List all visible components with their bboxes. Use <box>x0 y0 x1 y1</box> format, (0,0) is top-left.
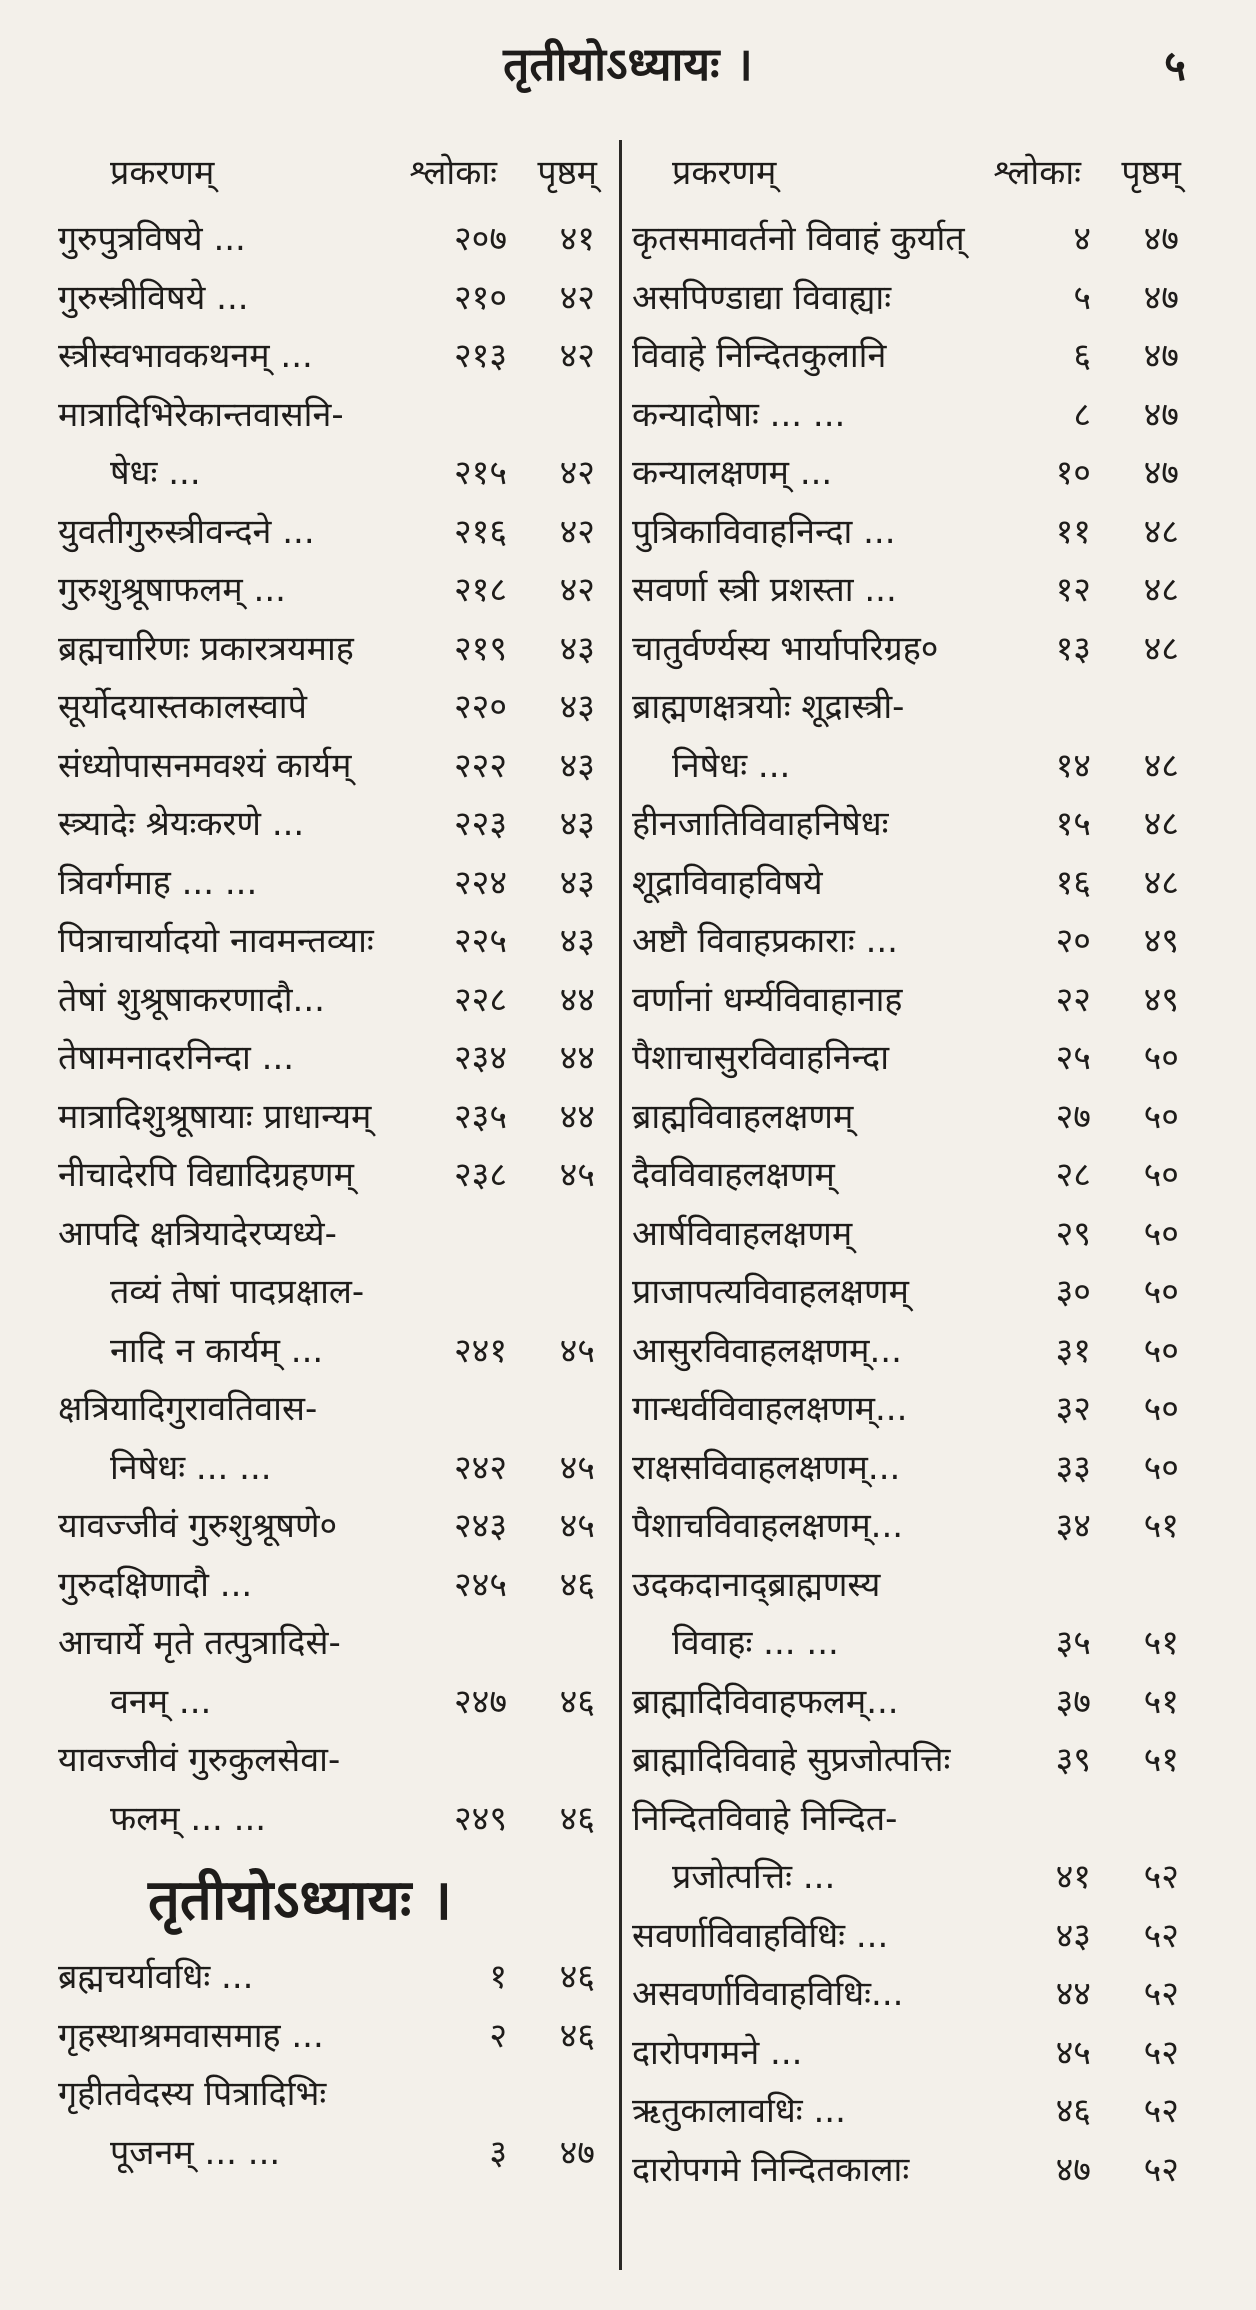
topic: पुत्रिकाविवाहनिन्दा ... <box>632 511 896 552</box>
index-row <box>58 444 603 503</box>
topic: आर्षविवाहलक्षणम् <box>632 1213 853 1254</box>
topic: शूद्राविवाहविषये <box>632 862 823 903</box>
topic: गान्धर्वविवाहलक्षणम्... <box>632 1389 908 1429</box>
index-row <box>632 1322 1187 1381</box>
index-row <box>58 561 603 620</box>
page-number-cell: ५२ <box>1143 2149 1179 2190</box>
shloka-header: श्लोकाः <box>993 153 1081 193</box>
shloka-number: २१३ <box>453 336 507 376</box>
shloka-number: २२० <box>453 687 507 727</box>
page-number-cell: ४७ <box>559 2132 595 2173</box>
topic: नादि न कार्यम् ... <box>110 1330 324 1371</box>
index-row <box>632 386 1187 445</box>
shloka-number: १२ <box>1055 570 1091 610</box>
shloka-number: २२५ <box>453 921 507 961</box>
chapter-heading: तृतीयोऽध्यायः । <box>148 1868 453 1933</box>
page-header <box>0 32 1256 102</box>
topic: पैशाचासुरविवाहनिन्दा <box>632 1038 890 1078</box>
page-number-cell: ४४ <box>559 1038 595 1078</box>
shloka-number: १५ <box>1055 804 1091 844</box>
topic: गुरुपुत्रविषये ... <box>58 219 246 259</box>
index-row <box>58 1029 603 1088</box>
index-row <box>632 1556 1187 1615</box>
topic: त्रिवर्गमाह ... ... <box>58 862 258 903</box>
topic: गृहस्थाश्रमवासमाह ... <box>58 2015 324 2056</box>
page-number-cell: ४८ <box>1143 862 1179 903</box>
shloka-number: ३० <box>1055 1272 1091 1312</box>
index-row <box>632 1965 1187 2024</box>
shloka-number: ३ <box>489 2132 507 2173</box>
page-number-cell: ४८ <box>1143 745 1179 786</box>
index-row <box>58 1790 603 1849</box>
topic: आचार्ये मृते तत्पुत्रादिसे- <box>58 1623 341 1663</box>
column-divider <box>619 140 622 2270</box>
index-row <box>58 1556 603 1615</box>
topic: कन्यालक्षणम् ... <box>632 453 833 493</box>
index-row <box>632 1029 1187 1088</box>
topic: निन्दितविवाहे निन्दित- <box>632 1798 898 1839</box>
shloka-number: २८ <box>1055 1155 1091 1195</box>
topic: गुरुदक्षिणादौ ... <box>58 1564 253 1605</box>
topic: सवर्णाविवाहविधिः ... <box>632 1915 889 1956</box>
shloka-number: २१६ <box>453 511 507 552</box>
topic: तेषां शुश्रूषाकरणादौ... <box>58 979 325 1020</box>
page-number-cell: ४५ <box>559 1330 595 1371</box>
page-number-cell: ४३ <box>559 745 595 786</box>
page-number-cell: ५२ <box>1143 1857 1179 1897</box>
page-number-cell: ४३ <box>559 628 595 669</box>
shloka-number: २४५ <box>453 1564 507 1605</box>
index-row <box>58 269 603 328</box>
shloka-number: २२८ <box>453 979 507 1020</box>
left-column <box>58 132 603 2182</box>
shloka-number: २२२ <box>453 745 507 786</box>
topic: प्राजापत्यविवाहलक्षणम् <box>632 1272 909 1312</box>
topic: गुरुस्त्रीविषये ... <box>58 277 249 318</box>
shloka-number: ४३ <box>1055 1915 1091 1956</box>
topic: तव्यं तेषां पादप्रक्षाल- <box>110 1272 365 1312</box>
page-number-cell: ५१ <box>1143 1740 1179 1780</box>
shloka-number: ३७ <box>1055 1681 1091 1722</box>
page-number-cell: ४७ <box>1143 277 1179 318</box>
page-number-cell: ५० <box>1143 1272 1179 1312</box>
page-number-cell: ४५ <box>559 1447 595 1488</box>
shloka-number: २४९ <box>453 1798 507 1839</box>
topic: सूर्योदयास्तकालस्वापे <box>58 687 307 727</box>
index-row <box>632 1731 1187 1790</box>
page-number-cell: ४१ <box>559 219 595 259</box>
topic: नीचादेरपि विद्यादिग्रहणम् <box>58 1155 354 1195</box>
topic: वर्णानां धर्म्यविवाहानाह <box>632 979 903 1020</box>
page-number: ५ <box>1164 41 1186 90</box>
index-row <box>632 1907 1187 1966</box>
index-row <box>632 2082 1187 2141</box>
page-number-cell: ४८ <box>1143 628 1179 669</box>
page-number-cell: ५१ <box>1143 1623 1179 1663</box>
page-number-cell: ४९ <box>1143 979 1179 1020</box>
shloka-number: २४७ <box>453 1681 507 1722</box>
index-row <box>58 210 603 269</box>
topic: स्त्रीस्वभावकथनम् ... <box>58 336 313 376</box>
page-number-cell: ४८ <box>1143 511 1179 552</box>
shloka-number: २ <box>489 2015 507 2056</box>
page-number-cell: ४८ <box>1143 804 1179 844</box>
page-number-cell: ४६ <box>559 1798 595 1839</box>
index-row <box>632 1263 1187 1322</box>
index-row <box>58 1322 603 1381</box>
index-row <box>58 503 603 562</box>
page-number-cell: ४३ <box>559 804 595 844</box>
topic-header: प्रकरणम् <box>110 153 215 193</box>
page-number-cell: ४९ <box>1143 921 1179 961</box>
shloka-number: ४४ <box>1055 1974 1091 2014</box>
topic: दैवविवाहलक्षणम् <box>632 1155 835 1195</box>
topic: ब्रह्मचर्यावधिः ... <box>58 1957 254 1997</box>
index-row <box>58 620 603 679</box>
index-row <box>632 561 1187 620</box>
shloka-number: २१५ <box>453 453 507 493</box>
topic: सवर्णा स्त्री प्रशस्ता ... <box>632 570 897 610</box>
page-number-cell: ५२ <box>1143 1915 1179 1956</box>
page-header-label: पृष्ठम् <box>537 153 597 193</box>
index-row <box>632 1439 1187 1498</box>
page-number-cell: ४३ <box>559 862 595 903</box>
index-row <box>58 1439 603 1498</box>
topic: राक्षसविवाहलक्षणम्... <box>632 1447 901 1488</box>
index-row <box>632 1146 1187 1205</box>
page-number-cell: ४२ <box>559 511 595 552</box>
topic: ऋतुकालावधिः ... <box>632 2091 846 2131</box>
shloka-number: ४६ <box>1055 2091 1091 2131</box>
topic: असवर्णाविवाहविधिः... <box>632 1974 904 2014</box>
index-row <box>632 854 1187 913</box>
shloka-number: २७ <box>1055 1096 1091 1137</box>
topic: प्रजोत्पत्तिः ... <box>672 1857 836 1897</box>
topic: गुरुशुश्रूषाफलम् ... <box>58 570 286 610</box>
index-row <box>58 1380 603 1439</box>
page-header-label: पृष्ठम् <box>1121 153 1181 193</box>
page-number-cell: ४५ <box>559 1506 595 1546</box>
index-row <box>632 678 1187 737</box>
topic: कृतसमावर्तनो विवाहं कुर्यात् <box>632 219 965 259</box>
page-number-cell: ४७ <box>1143 394 1179 435</box>
topic: यावज्जीवं गुरुकुलसेवा- <box>58 1740 341 1780</box>
topic: पैशाचविवाहलक्षणम्... <box>632 1506 904 1546</box>
index-row <box>632 2024 1187 2083</box>
index-row <box>58 678 603 737</box>
index-row <box>632 1673 1187 1732</box>
shloka-number: ५ <box>1073 277 1091 318</box>
index-row <box>58 1088 603 1147</box>
index-row <box>58 912 603 971</box>
index-row <box>58 1497 603 1556</box>
index-row <box>632 1790 1187 1849</box>
topic: युवतीगुरुस्त्रीवन्दने ... <box>58 511 315 552</box>
shloka-number: २५ <box>1055 1038 1091 1078</box>
shloka-number: ६ <box>1073 336 1091 376</box>
shloka-number: ११ <box>1055 511 1091 552</box>
right-entries <box>632 210 1187 2199</box>
page-number-cell: ४२ <box>559 277 595 318</box>
index-row <box>632 269 1187 328</box>
page-number-cell: ५० <box>1143 1389 1179 1429</box>
topic: क्षत्रियादिगुरावतिवास- <box>58 1389 318 1429</box>
shloka-number: १ <box>489 1957 507 1997</box>
index-row <box>632 327 1187 386</box>
shloka-number: २२ <box>1055 979 1091 1020</box>
shloka-number: ३१ <box>1055 1330 1091 1371</box>
topic: तेषामनादरनिन्दा ... <box>58 1038 295 1078</box>
shloka-number: २०७ <box>453 219 507 259</box>
shloka-number: ४५ <box>1055 2032 1091 2073</box>
index-row <box>632 210 1187 269</box>
shloka-number: ३२ <box>1055 1389 1091 1429</box>
index-row <box>632 2141 1187 2200</box>
page-number-cell: ५० <box>1143 1155 1179 1195</box>
topic: हीनजातिविवाहनिषेधः <box>632 804 889 844</box>
page-number-cell: ५२ <box>1143 1974 1179 2014</box>
topic: मात्रादिभिरेकान्तवासनि- <box>58 394 344 435</box>
index-row <box>58 854 603 913</box>
shloka-header: श्लोकाः <box>409 153 497 193</box>
index-row <box>58 1731 603 1790</box>
index-row <box>58 1673 603 1732</box>
topic: षेधः ... <box>110 453 201 493</box>
index-row <box>632 737 1187 796</box>
shloka-number: २१८ <box>453 570 507 610</box>
shloka-number: २९ <box>1055 1213 1091 1254</box>
index-row <box>58 327 603 386</box>
right-column-header <box>632 132 1187 194</box>
right-column <box>632 132 1187 2199</box>
shloka-number: २४२ <box>453 1447 507 1488</box>
shloka-number: २३५ <box>453 1096 507 1137</box>
index-row <box>58 1263 603 1322</box>
index-row <box>58 2124 603 2183</box>
topic: पूजनम् ... ... <box>110 2132 281 2173</box>
topic: ब्राह्मादिविवाहे सुप्रजोत्पत्तिः <box>632 1740 951 1780</box>
index-row <box>58 1205 603 1264</box>
page-number-cell: ४२ <box>559 336 595 376</box>
topic: गृहीतवेदस्य पित्रादिभिः <box>58 2074 327 2114</box>
left-column-header <box>58 132 603 194</box>
left-entries <box>58 210 603 1848</box>
page-number-cell: ४३ <box>559 921 595 961</box>
shloka-number: २२३ <box>453 804 507 844</box>
shloka-number: २१९ <box>453 628 507 669</box>
index-row <box>58 737 603 796</box>
topic: निषेधः ... <box>672 745 791 786</box>
shloka-number: २१० <box>453 277 507 318</box>
page-number-cell: ४६ <box>559 1564 595 1605</box>
shloka-number: ४१ <box>1055 1857 1091 1897</box>
page-number-cell: ५० <box>1143 1038 1179 1078</box>
index-row <box>632 1497 1187 1556</box>
left-entries-chapter <box>58 1948 603 2182</box>
index-row <box>632 444 1187 503</box>
index-row <box>632 1205 1187 1264</box>
topic: अष्टौ विवाहप्रकाराः ... <box>632 921 898 961</box>
page-number-cell: ५१ <box>1143 1506 1179 1546</box>
index-row <box>632 1614 1187 1673</box>
shloka-number: १३ <box>1055 628 1091 669</box>
topic: उदकदानाद्ब्राह्मणस्य <box>632 1564 881 1605</box>
topic: कन्यादोषाः ... ... <box>632 394 846 435</box>
shloka-number: ३३ <box>1055 1447 1091 1488</box>
page-number-cell: ४३ <box>559 687 595 727</box>
shloka-number: १४ <box>1055 745 1091 786</box>
shloka-number: २० <box>1055 921 1091 961</box>
topic: ब्राह्मादिविवाहफलम्... <box>632 1681 899 1722</box>
page-number-cell: ५० <box>1143 1447 1179 1488</box>
index-row <box>632 620 1187 679</box>
page-number-cell: ४२ <box>559 570 595 610</box>
page-number-cell: ५० <box>1143 1096 1179 1137</box>
page-number-cell: ४४ <box>559 979 595 1020</box>
shloka-number: २४३ <box>453 1506 507 1546</box>
page-number-cell: ४६ <box>559 1957 595 1997</box>
index-row <box>58 1614 603 1673</box>
page-number-cell: ४५ <box>559 1155 595 1195</box>
topic: पित्राचार्यादयो नावमन्तव्याः <box>58 921 374 961</box>
topic: स्त्र्यादेः श्रेयःकरणे ... <box>58 804 305 844</box>
page-number-cell: ४२ <box>559 453 595 493</box>
index-row <box>632 1848 1187 1907</box>
topic: असपिण्डाद्या विवाह्याः <box>632 277 892 318</box>
page-number-cell: ४६ <box>559 2015 595 2056</box>
shloka-number: १६ <box>1055 862 1091 903</box>
page-number-cell: ४८ <box>1143 570 1179 610</box>
topic: ब्रह्मचारिणः प्रकारत्रयमाह <box>58 628 354 669</box>
index-row <box>632 1088 1187 1147</box>
shloka-number: ३५ <box>1055 1623 1091 1663</box>
page-number-cell: ४७ <box>1143 219 1179 259</box>
page-number-cell: ५२ <box>1143 2032 1179 2073</box>
index-row <box>58 1146 603 1205</box>
shloka-number: २४१ <box>453 1330 507 1371</box>
index-row <box>58 1948 603 2007</box>
shloka-number: २३४ <box>453 1038 507 1078</box>
topic: ब्राह्मविवाहलक्षणम् <box>632 1096 854 1137</box>
topic: विवाहे निन्दितकुलानि <box>632 336 887 376</box>
page-number-cell: ५१ <box>1143 1681 1179 1722</box>
shloka-number: ४ <box>1073 219 1091 259</box>
topic-header: प्रकरणम् <box>672 153 777 193</box>
index-row <box>632 503 1187 562</box>
index-row <box>58 971 603 1030</box>
index-row <box>58 795 603 854</box>
topic: दारोपगमने ... <box>632 2032 803 2073</box>
page-number-cell: ४४ <box>559 1096 595 1137</box>
shloka-number: २२४ <box>453 862 507 903</box>
index-row <box>632 1380 1187 1439</box>
topic: आपदि क्षत्रियादेरप्यध्ये- <box>58 1213 337 1254</box>
shloka-number: ३४ <box>1055 1506 1091 1546</box>
topic: यावज्जीवं गुरुशुश्रूषणे० <box>58 1506 338 1546</box>
shloka-number: ४७ <box>1055 2149 1091 2190</box>
topic: वनम् ... <box>110 1681 212 1722</box>
topic: आसुरविवाहलक्षणम्... <box>632 1330 902 1371</box>
topic: ब्राह्मणक्षत्रयोः शूद्रास्त्री- <box>632 687 905 727</box>
shloka-number: ३९ <box>1055 1740 1091 1780</box>
topic: विवाहः ... ... <box>672 1623 839 1663</box>
topic: निषेधः ... ... <box>110 1447 272 1488</box>
shloka-number: ८ <box>1073 394 1091 435</box>
page-number-cell: ५० <box>1143 1213 1179 1254</box>
shloka-number: १० <box>1055 453 1091 493</box>
shloka-number: २३८ <box>453 1155 507 1195</box>
page-number-cell: ४६ <box>559 1681 595 1722</box>
page-number-cell: ४७ <box>1143 336 1179 376</box>
topic: दारोपगमे निन्दितकालाः <box>632 2149 910 2190</box>
index-row <box>632 912 1187 971</box>
index-row <box>58 386 603 445</box>
page-number-cell: ५२ <box>1143 2091 1179 2131</box>
topic: मात्रादिशुश्रूषायाः प्राधान्यम् <box>58 1096 372 1137</box>
topic: संध्योपासनमवश्यं कार्यम् <box>58 745 352 786</box>
index-row <box>58 2065 603 2124</box>
page-number-cell: ५० <box>1143 1330 1179 1371</box>
index-row <box>632 795 1187 854</box>
topic: चातुर्वर्ण्यस्य भार्यापरिग्रह० <box>632 628 939 669</box>
topic: फलम् ... ... <box>110 1798 267 1839</box>
page-title: तृतीयोऽध्यायः । <box>503 37 753 91</box>
page-number-cell: ४७ <box>1143 453 1179 493</box>
index-row <box>632 971 1187 1030</box>
index-row <box>58 2007 603 2066</box>
